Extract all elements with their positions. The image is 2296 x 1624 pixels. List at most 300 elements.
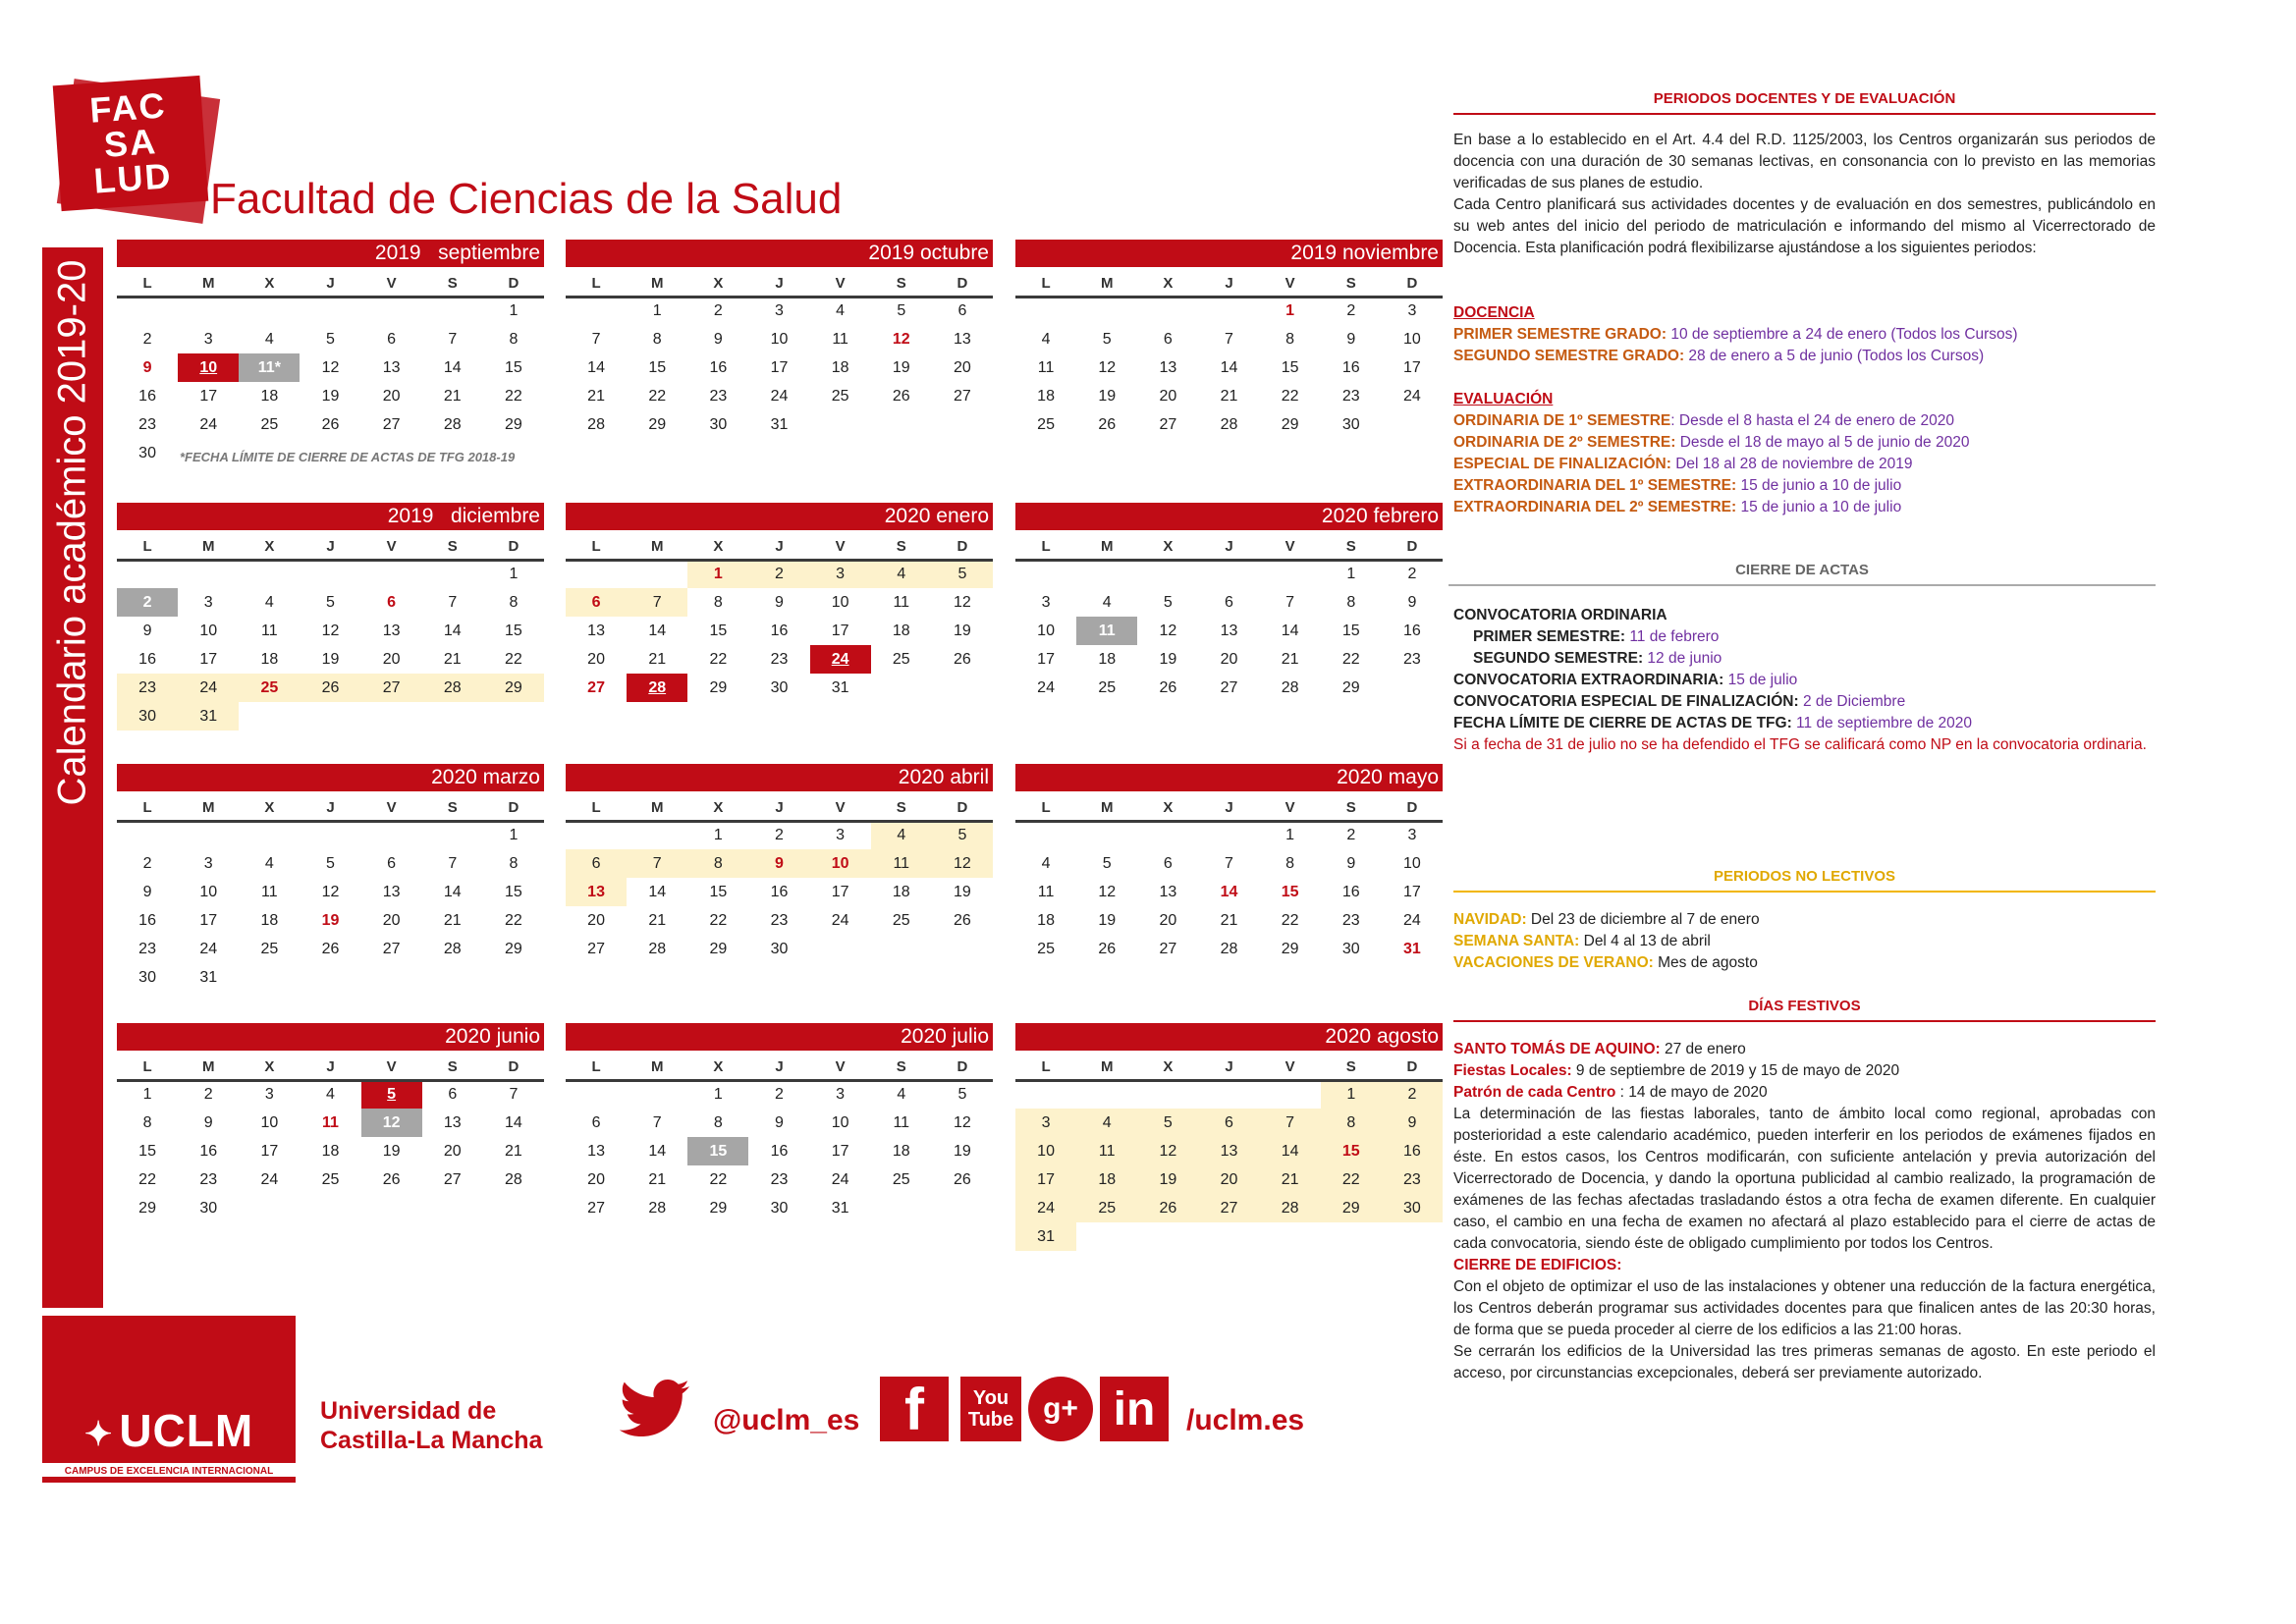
week-row (117, 325, 544, 353)
docencia-row-label: SEGUNDO SEMESTRE GRADO: (1453, 348, 1685, 364)
day-cell: 16 (1382, 1137, 1443, 1165)
week-row (117, 1165, 544, 1194)
day-cell: 8 (687, 849, 748, 878)
week-row (1015, 410, 1443, 439)
day-cell: 5 (326, 593, 335, 611)
week-row (117, 906, 544, 935)
weekday-header: J (300, 530, 360, 560)
weekday-header: M (627, 791, 687, 821)
cierre-block (1453, 605, 2156, 756)
day-cell: 4 (836, 302, 846, 320)
weekday-header: D (483, 791, 544, 821)
weekday-header: S (1321, 1051, 1382, 1080)
day-cell: 10 (831, 1113, 849, 1131)
day-cell: 3 (836, 827, 846, 844)
weekday-header: J (1198, 791, 1259, 821)
day-cell: 20 (1159, 911, 1177, 929)
week-row (1015, 1222, 1443, 1251)
day-cell: 11 (322, 1113, 339, 1131)
day-cell: 27 (1159, 415, 1177, 433)
day-cell: 24 (178, 674, 239, 702)
day-cell: 4 (1041, 854, 1051, 872)
month-table (117, 530, 544, 731)
day-cell: 17 (260, 1142, 279, 1160)
day-cell: 3 (1407, 302, 1417, 320)
month-calendar (566, 764, 993, 963)
day-cell: 25 (892, 650, 910, 668)
day-cell: 24 (199, 415, 218, 433)
linkedin-text: in (1113, 1382, 1156, 1435)
day-cell: 25 (239, 674, 300, 702)
logo-line-2: SA (102, 121, 159, 165)
empty-day-cell (361, 1194, 422, 1222)
day-cell: 22 (505, 911, 522, 929)
day-cell: 3 (1015, 1109, 1076, 1137)
empty-day-cell (239, 963, 300, 992)
weekday-header: J (1198, 267, 1259, 297)
day-cell: 11 (261, 883, 278, 900)
month-title: 2019 noviembre (1015, 240, 1443, 267)
weekday-header: L (117, 267, 178, 297)
uclm-logo-text (42, 1404, 296, 1457)
day-cell: 10 (1015, 1137, 1076, 1165)
day-cell: 20 (1220, 650, 1238, 668)
empty-day-cell (300, 702, 360, 731)
twitter-icon[interactable] (619, 1380, 691, 1440)
day-cell: 18 (892, 622, 910, 639)
day-cell: 23 (199, 1170, 218, 1188)
day-cell: 14 (1220, 358, 1238, 376)
cierre-ordinaria-label: CONVOCATORIA ORDINARIA (1453, 607, 1667, 623)
month-table (566, 267, 993, 439)
empty-day-cell (1260, 560, 1321, 588)
day-cell: 2 (775, 1086, 784, 1104)
weekday-header: L (566, 267, 627, 297)
empty-day-cell (1260, 1222, 1321, 1251)
day-cell: 8 (1346, 593, 1356, 611)
day-cell: 7 (627, 588, 687, 617)
day-cell: 6 (566, 588, 627, 617)
day-cell: 7 (1225, 330, 1233, 348)
cierre-tfg-row (1453, 713, 2156, 734)
day-cell: 9 (775, 593, 784, 611)
day-cell: 17 (199, 911, 218, 929)
day-cell: 2 (142, 854, 152, 872)
weekday-header: L (1015, 530, 1076, 560)
cierre-tfg-value: 11 de septiembre de 2020 (1791, 715, 1972, 731)
youtube-top: You (972, 1387, 1010, 1409)
linkedin-icon[interactable] (1100, 1377, 1169, 1441)
weekday-header: J (748, 267, 809, 297)
day-cell: 24 (1403, 911, 1421, 929)
day-cell: 2 (203, 1086, 213, 1104)
day-cell: 20 (1198, 1165, 1259, 1194)
empty-day-cell (627, 821, 687, 849)
day-cell: 12 (1159, 622, 1177, 639)
day-cell: 21 (648, 650, 667, 668)
day-cell: 16 (138, 911, 156, 929)
evaluacion-row-label: EXTRAORDINARIA DEL 2º SEMESTRE: (1453, 499, 1737, 515)
day-cell: 26 (1159, 678, 1177, 696)
day-cell: 25 (1098, 678, 1117, 696)
day-cell: 20 (587, 1170, 605, 1188)
weekday-header: X (687, 530, 748, 560)
web-handle[interactable]: /uclm.es (1186, 1404, 1305, 1436)
day-cell: 25 (1037, 940, 1055, 957)
day-cell: 19 (892, 358, 910, 376)
day-cell: 7 (448, 330, 458, 348)
docencia-row-value: 28 de enero a 5 de junio (Todos los Cursos) (1684, 348, 1985, 364)
evaluacion-row (1453, 454, 2156, 475)
day-cell: 16 (138, 650, 156, 668)
weekday-header: J (1198, 530, 1259, 560)
day-cell: 14 (1260, 1137, 1321, 1165)
day-cell: 1 (509, 566, 519, 583)
day-cell: 12 (1137, 1137, 1198, 1165)
empty-day-cell (1137, 1080, 1198, 1109)
evaluacion-row-label: ORDINARIA DE 2º SEMESTRE: (1453, 434, 1676, 451)
day-cell: 23 (770, 1170, 789, 1188)
weekday-header: V (810, 1051, 871, 1080)
day-cell: 22 (1341, 650, 1360, 668)
week-row (566, 382, 993, 410)
day-cell: 27 (382, 415, 401, 433)
empty-day-cell (239, 821, 300, 849)
day-cell: 18 (260, 911, 279, 929)
day-cell: 17 (199, 387, 218, 405)
day-cell: 12 (1098, 358, 1117, 376)
day-cell: 6 (591, 1113, 601, 1131)
periodos-heading: PERIODOS DOCENTES Y DE EVALUACIÓN (1453, 90, 2156, 115)
weekday-header: X (1137, 1051, 1198, 1080)
day-cell: 15 (1321, 1137, 1382, 1165)
weekday-header: V (810, 530, 871, 560)
empty-day-cell (932, 410, 993, 439)
weekday-header: D (483, 530, 544, 560)
weekday-header: M (627, 267, 687, 297)
weekday-header: V (361, 267, 422, 297)
week-row (1015, 353, 1443, 382)
weekday-header: D (932, 791, 993, 821)
day-cell: 29 (709, 1199, 728, 1217)
empty-day-cell (300, 560, 360, 588)
empty-day-cell (1076, 560, 1137, 588)
day-cell: 9 (1346, 330, 1356, 348)
side-title-box (42, 247, 103, 817)
month-title: 2020 enero (566, 503, 993, 530)
weekday-header: X (1137, 791, 1198, 821)
youtube-bottom: Tube (967, 1409, 1014, 1431)
no-lectivos-row-value: Del 4 al 13 de abril (1579, 933, 1711, 949)
festivos-row (1453, 1060, 2156, 1082)
month-calendar (566, 1023, 993, 1222)
day-cell: 6 (957, 302, 967, 320)
day-cell: 14 (648, 1142, 667, 1160)
day-cell: 17 (1403, 883, 1421, 900)
month-title: 2019 diciembre (117, 503, 544, 530)
empty-day-cell (117, 821, 178, 849)
day-cell: 9 (142, 358, 152, 376)
festivos-row-value: 27 de enero (1660, 1041, 1746, 1057)
evaluacion-row (1453, 410, 2156, 432)
day-cell: 15 (1281, 358, 1299, 376)
day-cell: 14 (443, 622, 462, 639)
day-cell: 10 (1403, 330, 1421, 348)
week-row (566, 645, 993, 674)
day-cell: 8 (1285, 330, 1295, 348)
weekday-header: D (483, 1051, 544, 1080)
festivos-row (1453, 1082, 2156, 1104)
day-cell: 4 (264, 593, 274, 611)
day-cell: 3 (264, 1086, 274, 1104)
day-cell: 26 (1098, 415, 1117, 433)
day-cell: 16 (770, 883, 789, 900)
week-row (1015, 1109, 1443, 1137)
day-cell: 3 (810, 560, 871, 588)
day-cell: 6 (1163, 854, 1173, 872)
side-title: Calendario académico 2019-20 (50, 259, 94, 805)
weekday-header: D (932, 530, 993, 560)
month-table (566, 791, 993, 963)
day-cell: 27 (361, 674, 422, 702)
day-cell: 24 (831, 1170, 849, 1188)
day-cell: 21 (648, 1170, 667, 1188)
week-row (117, 963, 544, 992)
day-cell: 3 (203, 330, 213, 348)
day-cell: 21 (505, 1142, 522, 1160)
empty-day-cell (932, 1194, 993, 1222)
day-cell: 18 (892, 883, 910, 900)
day-cell: 11 (832, 330, 848, 348)
day-cell: 18 (831, 358, 849, 376)
logo-line-3: LUD (92, 155, 174, 201)
docencia-label: DOCENCIA (1453, 304, 1535, 321)
day-cell: 11 (1076, 1137, 1137, 1165)
empty-day-cell (566, 560, 627, 588)
day-cell: 14 (587, 358, 605, 376)
day-cell: 30 (770, 678, 789, 696)
day-cell: 15 (505, 883, 522, 900)
google-plus-text: g+ (1043, 1392, 1078, 1425)
logo-line-1: FAC (88, 84, 168, 131)
festivos-row-label: SANTO TOMÁS DE AQUINO: (1453, 1041, 1661, 1057)
month-calendar (1015, 1023, 1443, 1251)
day-cell: 12 (954, 593, 971, 611)
day-cell: 10 (199, 883, 218, 900)
day-cell: 19 (321, 387, 340, 405)
day-cell: 16 (138, 387, 156, 405)
day-cell: 20 (587, 650, 605, 668)
day-cell: 8 (652, 330, 662, 348)
empty-day-cell (300, 1194, 360, 1222)
cierre-extra-value: 15 de julio (1723, 672, 1798, 688)
youtube-icon[interactable] (960, 1377, 1021, 1441)
day-cell: 5 (897, 302, 906, 320)
weekday-header: M (178, 791, 239, 821)
day-cell: 24 (810, 645, 871, 674)
day-cell: 30 (138, 444, 156, 461)
festivos-row-value: 9 de septiembre de 2019 y 15 de mayo de 2020 (1571, 1062, 1900, 1079)
day-cell: 27 (587, 940, 605, 957)
empty-day-cell (300, 821, 360, 849)
day-cell: 15 (505, 622, 522, 639)
facebook-letter: f (904, 1376, 924, 1442)
day-cell: 25 (831, 387, 849, 405)
empty-day-cell (422, 702, 483, 731)
weekday-header: X (687, 791, 748, 821)
empty-day-cell (483, 702, 544, 731)
weekday-header: D (483, 267, 544, 297)
day-cell: 3 (203, 854, 213, 872)
twitter-handle[interactable]: @uclm_es (713, 1404, 860, 1436)
day-cell: 10 (810, 849, 871, 878)
month-title: 2020 abril (566, 764, 993, 791)
cierre-heading: CIERRE DE ACTAS (1449, 562, 2156, 586)
day-cell: 22 (138, 1170, 156, 1188)
weekday-header: J (748, 1051, 809, 1080)
day-cell: 8 (142, 1113, 152, 1131)
day-cell: 29 (1281, 940, 1299, 957)
day-cell: 1 (1285, 302, 1295, 320)
week-row (566, 1080, 993, 1109)
day-cell: 15 (138, 1142, 156, 1160)
day-cell: 12 (321, 883, 340, 900)
day-cell: 17 (199, 650, 218, 668)
weekday-header: D (1382, 530, 1443, 560)
day-cell: 23 (117, 674, 178, 702)
week-row (117, 935, 544, 963)
cierre-segundo-row (1453, 648, 2156, 670)
cierre-primer-value: 11 de febrero (1625, 628, 1720, 645)
cierre-segundo-label: SEGUNDO SEMESTRE: (1473, 650, 1644, 667)
day-cell: 8 (509, 854, 519, 872)
day-cell: 8 (509, 593, 519, 611)
weekday-header: S (871, 1051, 932, 1080)
day-cell: 7 (591, 330, 601, 348)
day-cell: 25 (321, 1170, 340, 1188)
month-table (566, 530, 993, 702)
day-cell: 21 (648, 911, 667, 929)
cierre-edificios-p2: Se cerrarán los edificios de la Universidad las tres primeras semanas de agosto. En este periodo el acceso, por circunstancias excepcionales, deberá ser previamente autorizado. (1453, 1343, 2156, 1381)
day-cell: 5 (1102, 330, 1112, 348)
day-cell: 11 (893, 1113, 910, 1131)
day-cell: 22 (505, 650, 522, 668)
day-cell: 12 (361, 1109, 422, 1137)
day-cell: 13 (587, 1142, 605, 1160)
empty-day-cell (1382, 1222, 1443, 1251)
empty-day-cell (1076, 297, 1137, 325)
day-cell: 20 (443, 1142, 462, 1160)
weekday-header: V (361, 530, 422, 560)
week-row (566, 410, 993, 439)
empty-day-cell (1076, 821, 1137, 849)
university-name-line-1: Universidad de (320, 1397, 497, 1425)
day-cell: 2 (1407, 566, 1417, 583)
day-cell: 6 (387, 593, 397, 611)
weekday-header: M (627, 1051, 687, 1080)
day-cell: 15 (1341, 622, 1360, 639)
day-cell: 18 (260, 650, 279, 668)
week-row (1015, 821, 1443, 849)
day-cell: 11* (239, 353, 300, 382)
day-cell: 6 (387, 854, 397, 872)
day-cell: 16 (199, 1142, 218, 1160)
week-row (566, 821, 993, 849)
day-cell: 11 (1037, 883, 1055, 900)
uclm-campus-text: CAMPUS DE EXCELENCIA INTERNACIONAL (42, 1463, 296, 1477)
day-cell: 29 (1321, 1194, 1382, 1222)
day-cell: 29 (709, 678, 728, 696)
week-row (1015, 849, 1443, 878)
day-cell: 16 (709, 358, 728, 376)
day-cell: 19 (1137, 1165, 1198, 1194)
day-cell: 19 (954, 883, 971, 900)
month-calendar (566, 240, 993, 439)
day-cell: 7 (1260, 1109, 1321, 1137)
day-cell: 30 (199, 1199, 218, 1217)
docencia-row-value: 10 de septiembre a 24 de enero (Todos los Cursos) (1667, 326, 2018, 343)
week-row (117, 821, 544, 849)
tfg-note: *FECHA LÍMITE DE CIERRE DE ACTAS DE TFG 2018-19 (180, 450, 516, 464)
day-cell: 20 (587, 911, 605, 929)
university-name-line-2: Castilla-La Mancha (320, 1427, 543, 1454)
weekday-header: M (1076, 1051, 1137, 1080)
docencia-row (1453, 346, 2156, 367)
day-cell: 10 (1403, 854, 1421, 872)
empty-day-cell (627, 1080, 687, 1109)
day-cell: 18 (321, 1142, 340, 1160)
no-lectivos-row-label: SEMANA SANTA: (1453, 933, 1580, 949)
day-cell: 22 (648, 387, 667, 405)
empty-day-cell (422, 297, 483, 325)
week-row (566, 617, 993, 645)
empty-day-cell (1137, 1222, 1198, 1251)
week-row (566, 560, 993, 588)
day-cell: 17 (1037, 650, 1055, 668)
day-cell: 23 (770, 650, 789, 668)
day-cell: 7 (448, 854, 458, 872)
weekday-header: X (1137, 530, 1198, 560)
day-cell: 3 (1041, 593, 1051, 611)
day-cell: 22 (1281, 387, 1299, 405)
week-row (1015, 617, 1443, 645)
day-cell: 21 (443, 650, 462, 668)
weekday-header: X (239, 791, 300, 821)
empty-day-cell (810, 410, 871, 439)
week-row (117, 674, 544, 702)
day-cell: 8 (713, 593, 723, 611)
day-cell: 5 (1102, 854, 1112, 872)
day-cell: 13 (1159, 358, 1177, 376)
week-row (1015, 325, 1443, 353)
day-cell: 10 (770, 330, 789, 348)
no-lectivos-row-label: VACACIONES DE VERANO: (1453, 954, 1654, 971)
week-row (117, 560, 544, 588)
day-cell: 29 (483, 674, 544, 702)
university-name (320, 1396, 542, 1455)
facebook-icon[interactable] (880, 1377, 949, 1441)
empty-day-cell (239, 702, 300, 731)
docencia-block (1453, 302, 2156, 367)
day-cell: 21 (1260, 1165, 1321, 1194)
weekday-header: V (810, 791, 871, 821)
month-title: 2020 junio (117, 1023, 544, 1051)
weekday-header: S (1321, 267, 1382, 297)
day-cell: 13 (443, 1113, 462, 1131)
empty-day-cell (871, 1194, 932, 1222)
google-plus-icon[interactable] (1028, 1377, 1093, 1441)
day-cell: 28 (648, 1199, 667, 1217)
